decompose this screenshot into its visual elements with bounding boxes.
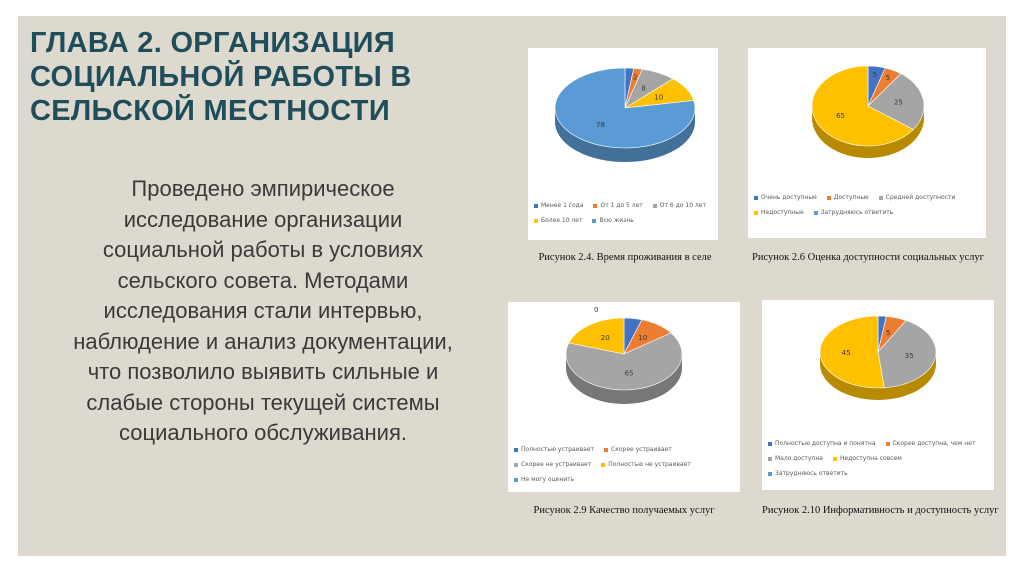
legend-swatch: [814, 211, 818, 215]
legend-item: [814, 209, 894, 216]
pie-data-label: 5: [885, 329, 891, 338]
slide-title: ГЛАВА 2. ОРГАНИЗАЦИЯ СОЦИАЛЬНОЙ РАБОТЫ В СЕЛЬСКОЙ МЕСТНОСТИ: [30, 27, 412, 127]
pie-data-label: 5: [885, 74, 891, 83]
legend-item: [886, 440, 976, 447]
legend-item: [514, 476, 574, 483]
legend-swatch: [768, 472, 772, 476]
legend-item: [601, 461, 691, 468]
caption-residence-time: Рисунок 2.4. Время проживания в селе: [538, 252, 712, 263]
legend-swatch: [514, 463, 518, 467]
legend-swatch: [593, 204, 597, 208]
pie-data-label: 10: [654, 93, 664, 102]
legend-swatch: [604, 448, 608, 452]
legend-item: [514, 461, 591, 468]
legend-informativeness: [768, 440, 990, 477]
legend-swatch: [833, 457, 837, 461]
legend-service-quality: [514, 446, 736, 483]
legend-label: Очень доступные: [761, 194, 817, 201]
legend-item: [653, 202, 706, 209]
legend-swatch: [592, 219, 596, 223]
legend-swatch: [768, 457, 772, 461]
legend-label: От 1 до 5 лет: [600, 202, 643, 209]
chart-panel-service-quality: [508, 302, 740, 492]
pie-data-label: 25: [893, 98, 903, 107]
caption-service-quality: Рисунок 2.9 Качество получаемых услуг: [533, 505, 715, 516]
pie-data-label: 10: [638, 333, 648, 342]
pie-data-label: 8: [641, 84, 646, 93]
legend-swatch: [886, 442, 890, 446]
legend-item: [592, 217, 633, 224]
pie-data-label: 45: [841, 349, 851, 358]
legend-swatch: [768, 442, 772, 446]
legend-label: Недоступные: [761, 209, 804, 216]
pie-data-label: 78: [595, 120, 605, 129]
legend-item: [768, 455, 823, 462]
legend-item: [604, 446, 672, 453]
legend-label: Полностью не устраивает: [608, 461, 691, 468]
pie-chart-accessibility: [748, 48, 986, 178]
legend-item: [514, 446, 594, 453]
legend-swatch: [879, 196, 883, 200]
legend-label: Скорее устраивает: [611, 446, 672, 453]
legend-label: Затрудняюсь ответить: [775, 470, 848, 477]
pie-data-label: 20: [600, 333, 610, 342]
legend-label: Доступные: [833, 194, 869, 201]
legend-label: Мало доступна: [775, 455, 823, 462]
legend-item: [754, 209, 804, 216]
legend-item: [593, 202, 642, 209]
legend-item: [534, 202, 583, 209]
legend-item: [827, 194, 869, 201]
chart-panel-residence-time: [528, 48, 718, 240]
legend-item: [768, 440, 876, 447]
pie-chart-informativeness: [762, 300, 994, 424]
pie-data-label: 35: [904, 351, 914, 360]
legend-label: Скорее доступна, чем нет: [892, 440, 976, 447]
legend-item: [879, 194, 956, 201]
legend-accessibility: [754, 194, 982, 216]
legend-label: Затрудняюсь ответить: [820, 209, 894, 216]
caption-accessibility: Рисунок 2.6 Оценка доступности социальных услуг: [752, 252, 984, 263]
legend-label: Полностью устраивает: [521, 446, 595, 453]
legend-swatch: [653, 204, 657, 208]
slide-body-text: Проведено эмпирическое исследование организации социальной работы в условиях сельского совета. Методами исследования стали интервью, наблюдение и анализ документации, что позволило выявить сильные и слабые стороны текущей системы социального обслуживания.: [73, 176, 453, 445]
legend-item: [754, 194, 817, 201]
legend-residence-time: [534, 202, 714, 224]
legend-label: Менее 1 года: [541, 202, 584, 209]
pie-data-label: 65: [624, 369, 634, 378]
legend-label: Не могу оценить: [521, 476, 575, 483]
pie-data-label: 0: [594, 306, 599, 314]
legend-swatch: [754, 211, 758, 215]
pie-data-label: 65: [836, 111, 846, 120]
pie-data-label: 2: [632, 73, 638, 82]
legend-swatch: [601, 463, 605, 467]
pie-chart-residence-time: [528, 48, 718, 178]
legend-swatch: [514, 448, 518, 452]
legend-label: Более 10 лет: [541, 217, 583, 224]
legend-label: От 6 до 10 лет: [659, 202, 706, 209]
legend-item: [768, 470, 848, 477]
pie-chart-service-quality: [508, 302, 740, 426]
legend-item: [534, 217, 582, 224]
legend-label: Недоступна совсем: [839, 455, 902, 462]
legend-label: Скорее не устраивает: [521, 461, 592, 468]
caption-informativeness: Рисунок 2.10 Информативность и доступность услуг: [762, 505, 999, 516]
legend-label: Средней доступности: [885, 194, 956, 201]
legend-swatch: [514, 478, 518, 482]
legend-label: Всю жизнь: [599, 217, 634, 224]
legend-label: Полностью доступна и понятна: [775, 440, 876, 447]
legend-swatch: [754, 196, 758, 200]
chart-panel-informativeness: [762, 300, 994, 490]
pie-data-label: 5: [872, 71, 878, 80]
chart-panel-accessibility: [748, 48, 986, 238]
legend-item: [833, 455, 902, 462]
legend-swatch: [827, 196, 831, 200]
legend-swatch: [534, 219, 538, 223]
legend-swatch: [534, 204, 538, 208]
